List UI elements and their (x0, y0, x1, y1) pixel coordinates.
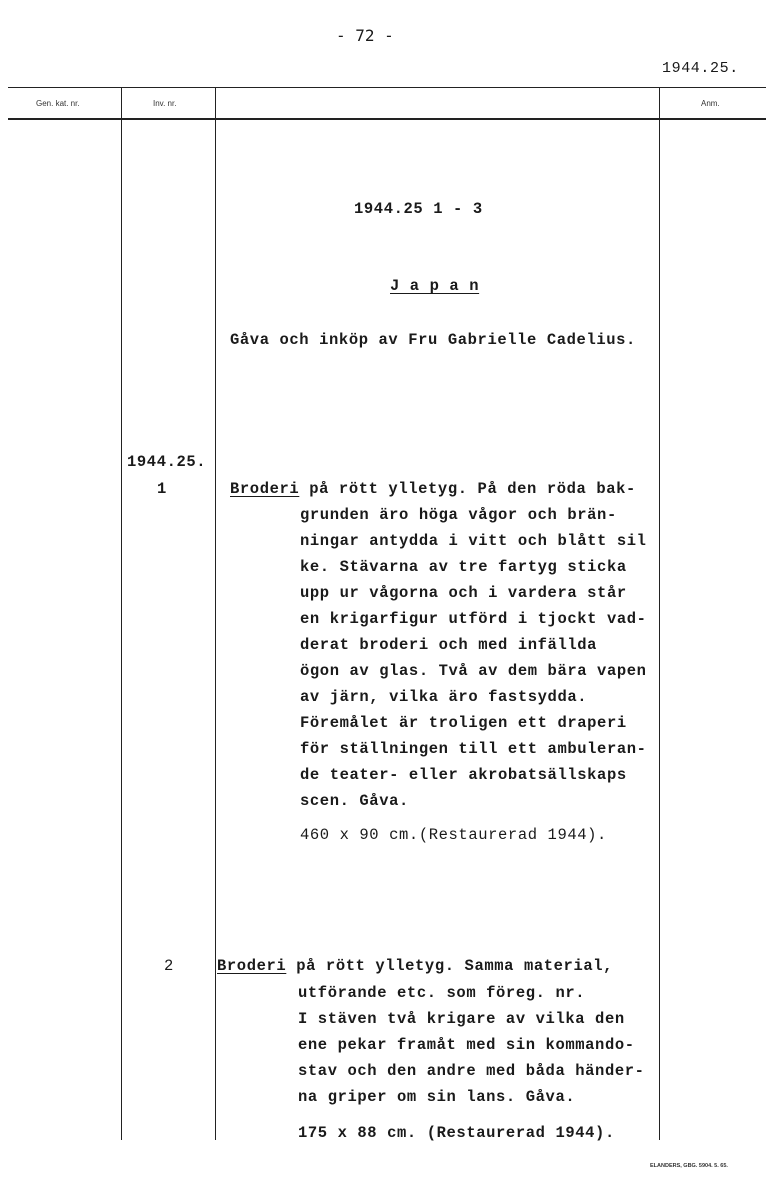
register-number: 1944.25. (662, 60, 739, 77)
column-rule-1 (121, 88, 122, 1140)
entry-2-line: I stäven två krigare av vilka den (298, 1010, 625, 1028)
entry-2-measure: 175 x 88 cm. (Restaurerad 1944). (298, 1124, 615, 1142)
entry-1-line: scen. Gåva. (300, 792, 409, 810)
entry-1-line: Föremålet är troligen ett draperi (300, 714, 627, 732)
entry-2-line: utförande etc. som föreg. nr. (298, 984, 586, 1002)
entry-1-first-line-rest: på rött ylletyg. På den röda bak- (299, 480, 636, 498)
heading-range: 1944.25 1 - 3 (354, 200, 483, 218)
entry-1-inv-number: 1 (157, 480, 167, 498)
entry-1-line: derat broderi och med infällda (300, 636, 598, 654)
entry-2-line: ene pekar framåt med sin kommando- (298, 1036, 635, 1054)
page-number: - 72 - (336, 26, 394, 45)
heading-country: J a p a n (390, 277, 480, 295)
heading-provenance: Gåva och inköp av Fru Gabrielle Cadelius. (230, 331, 636, 349)
entry-1-line: för ställningen till ett ambuleran- (300, 740, 647, 758)
column-header-gen-kat-nr: Gen. kat. nr. (36, 99, 80, 108)
column-header-inv-nr: Inv. nr. (153, 99, 177, 108)
entry-2-first-line-rest: på rött ylletyg. Samma material, (286, 957, 614, 975)
entry-1-line: upp ur vågorna och i vardera står (300, 584, 627, 602)
entry-1-first-line (230, 480, 636, 498)
entry-1-inv-prefix: 1944.25. (127, 453, 207, 471)
column-rule-2 (215, 88, 216, 1140)
column-rule-3 (659, 88, 660, 1140)
column-header-anm: Anm. (701, 99, 720, 108)
entry-1-title: Broderi (230, 480, 300, 498)
entry-2-line: na griper om sin lans. Gåva. (298, 1088, 576, 1106)
entry-1-line: av järn, vilka äro fastsydda. (300, 688, 588, 706)
entry-2-title: Broderi (217, 957, 287, 975)
entry-2-inv-number: 2 (164, 957, 174, 975)
entry-1-line: ke. Stävarna av tre fartyg sticka (300, 558, 627, 576)
entry-2-line: stav och den andre med båda händer- (298, 1062, 645, 1080)
entry-1-line: de teater- eller akrobatsällskaps (300, 766, 627, 784)
printer-imprint: ELANDERS, GBG. 5904. 5. 65. (650, 1163, 728, 1169)
entry-1-measure: 460 x 90 cm.(Restaurerad 1944). (300, 826, 607, 844)
entry-1-line: ningar antydda i vitt och blått sil (300, 532, 647, 550)
entry-1-line: ögon av glas. Två av dem bära vapen (300, 662, 647, 680)
entry-1-line: en krigarfigur utförd i tjockt vad- (300, 610, 647, 628)
entry-2-first-line (217, 957, 613, 975)
entry-1-line: grunden äro höga vågor och brän- (300, 506, 617, 524)
